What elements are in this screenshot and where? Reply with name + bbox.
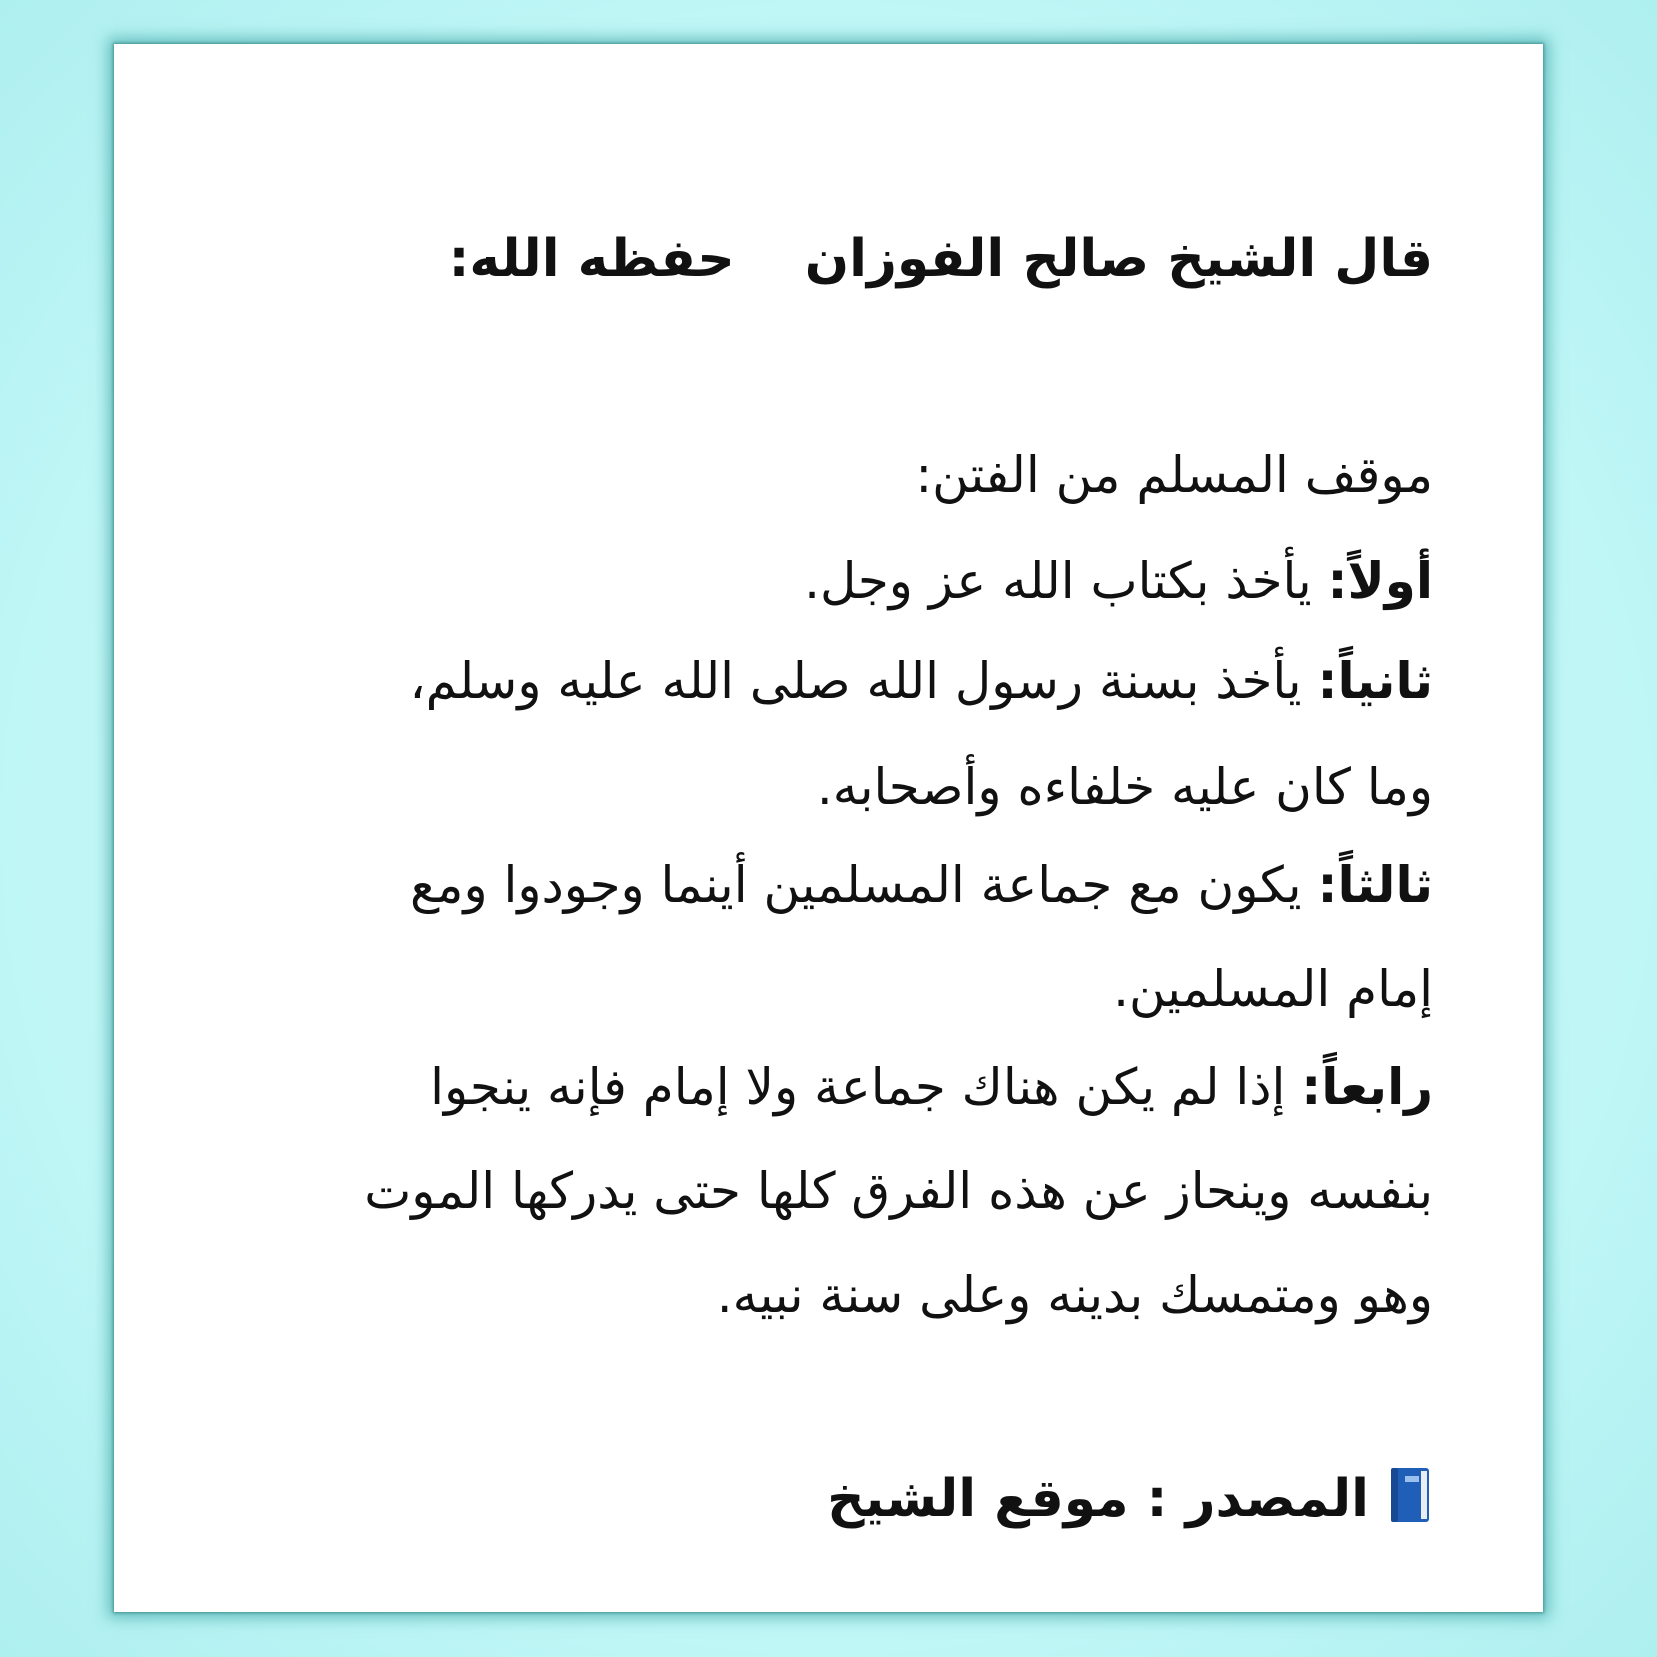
point-label: رابعاً:	[1301, 1058, 1433, 1116]
point-first	[804, 546, 1433, 616]
point-third	[410, 850, 1433, 920]
source-line	[827, 1464, 1433, 1534]
point-label: أولاً:	[1327, 552, 1433, 610]
point-text: يأخذ بسنة رسول الله صلى الله عليه وسلم،	[409, 652, 1302, 710]
point-text: يأخذ بكتاب الله عز وجل.	[804, 552, 1312, 610]
point-text: يكون مع جماعة المسلمين أينما وجودوا ومع	[410, 856, 1302, 914]
point-second	[409, 646, 1433, 716]
quote-card	[114, 44, 1543, 1612]
point-third-continued: إمام المسلمين.	[1113, 960, 1433, 1018]
point-second-continued: وما كان عليه خلفاءه وأصحابه.	[816, 758, 1433, 816]
point-label: ثانياً:	[1317, 652, 1433, 710]
author-name: قال الشيخ صالح الفوزان	[804, 229, 1433, 289]
honorific: حفظه الله:	[448, 229, 735, 289]
point-text: إذا لم يكن هناك جماعة ولا إمام فإنه ينجوا	[430, 1058, 1286, 1116]
topic-title: موقف المسلم من الفتن:	[915, 446, 1433, 504]
point-fourth-continued: وهو ومتمسك بدينه وعلى سنة نبيه.	[716, 1266, 1433, 1324]
point-label: ثالثاً:	[1317, 856, 1433, 914]
point-fourth	[430, 1052, 1433, 1122]
quote-heading	[449, 224, 1433, 294]
source-label: المصدر : موقع الشيخ	[827, 1469, 1369, 1529]
point-fourth-continued: بنفسه وينحاز عن هذه الفرق كلها حتى يدركها الموت	[364, 1162, 1433, 1220]
blue-book-icon	[1387, 1466, 1433, 1524]
